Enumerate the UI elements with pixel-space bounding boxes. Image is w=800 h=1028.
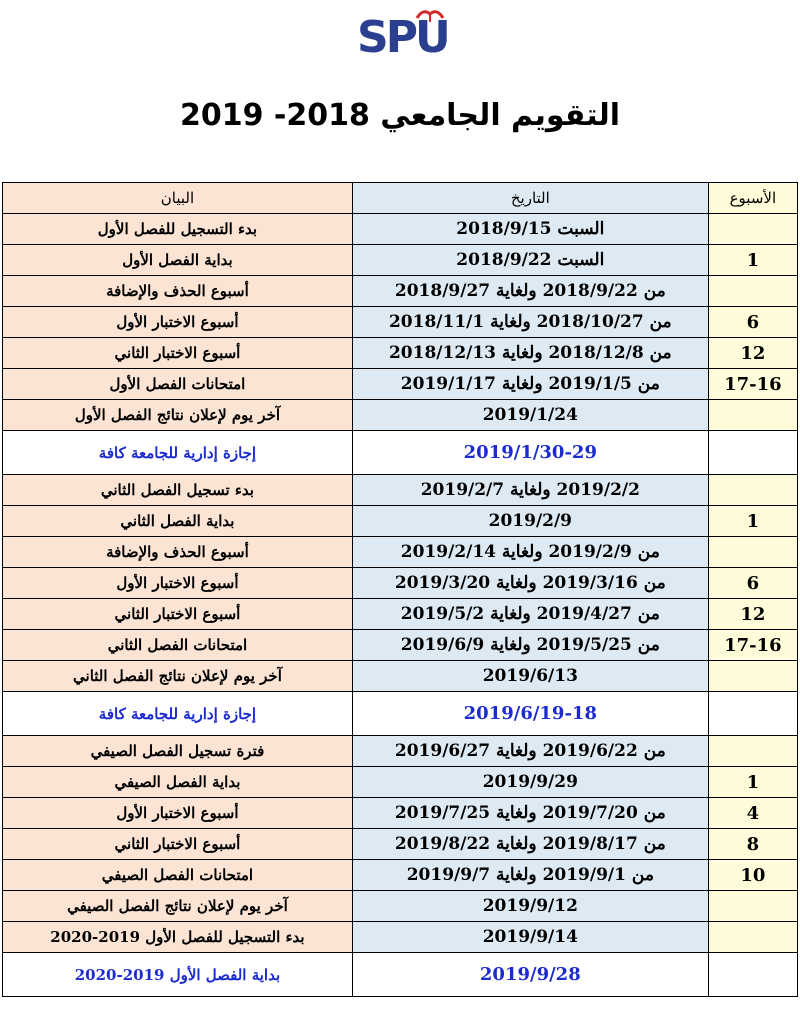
table-row <box>3 338 798 369</box>
cell-date: 2019/6/13 <box>352 661 708 692</box>
cell-week <box>708 276 797 307</box>
cell-date: 2019/2/9 <box>352 506 708 537</box>
university-logo <box>355 4 455 64</box>
table-row <box>3 506 798 537</box>
cell-statement: بداية الفصل الأول 2019-2020 <box>3 953 353 997</box>
cell-date: من 2019/6/22 ولغاية 2019/6/27 <box>352 736 708 767</box>
cell-week: 1 <box>708 506 797 537</box>
cell-date: من 2019/5/25 ولغاية 2019/6/9 <box>352 630 708 661</box>
cell-week <box>708 400 797 431</box>
table-row <box>3 599 798 630</box>
cell-statement: أسبوع الاختبار الثاني <box>3 829 353 860</box>
cell-date: من 2019/1/5 ولغاية 2019/1/17 <box>352 369 708 400</box>
cell-date: 2019/9/29 <box>352 767 708 798</box>
cell-week: 6 <box>708 568 797 599</box>
cell-statement: بدء تسجيل الفصل الثاني <box>3 475 353 506</box>
table-row <box>3 736 798 767</box>
cell-statement: بدء التسجيل للفصل الأول <box>3 214 353 245</box>
cell-week: 1 <box>708 767 797 798</box>
logo-text: SPU <box>357 12 448 63</box>
table-row <box>3 369 798 400</box>
cell-week <box>708 431 797 475</box>
cell-date: من 2019/3/16 ولغاية 2019/3/20 <box>352 568 708 599</box>
cell-week <box>708 661 797 692</box>
cell-statement: بداية الفصل الثاني <box>3 506 353 537</box>
table-row <box>3 475 798 506</box>
table-row <box>3 798 798 829</box>
cell-week <box>708 214 797 245</box>
cell-statement: إجازة إدارية للجامعة كافة <box>3 692 353 736</box>
cell-week: 1 <box>708 245 797 276</box>
cell-date: 2019/6/19-18 <box>352 692 708 736</box>
table-row <box>3 922 798 953</box>
cell-week: 17-16 <box>708 630 797 661</box>
cell-statement: أسبوع الاختبار الثاني <box>3 338 353 369</box>
cell-date: السبت 2018/9/15 <box>352 214 708 245</box>
cell-date: من 2018/9/22 ولغاية 2018/9/27 <box>352 276 708 307</box>
table-row <box>3 276 798 307</box>
cell-week <box>708 922 797 953</box>
cell-week: 17-16 <box>708 369 797 400</box>
cell-week <box>708 692 797 736</box>
table-row <box>3 860 798 891</box>
header-statement: البيان <box>3 183 353 214</box>
page-title: التقويم الجامعي 2018- 2019 <box>179 98 621 133</box>
table-row <box>3 214 798 245</box>
cell-statement: آخر يوم لإعلان نتائج الفصل الصيفي <box>3 891 353 922</box>
table-row <box>3 568 798 599</box>
cell-date: السبت 2018/9/22 <box>352 245 708 276</box>
table-header-row <box>3 183 798 214</box>
cell-statement: فترة تسجيل الفصل الصيفي <box>3 736 353 767</box>
cell-statement: أسبوع الاختبار الأول <box>3 568 353 599</box>
cell-statement: بداية الفصل الأول <box>3 245 353 276</box>
cell-date: 2019/9/14 <box>352 922 708 953</box>
table-row <box>3 400 798 431</box>
cell-statement: آخر يوم لإعلان نتائج الفصل الأول <box>3 400 353 431</box>
header-week: الأسبوع <box>708 183 797 214</box>
table-row <box>3 245 798 276</box>
table-row <box>3 307 798 338</box>
cell-statement: آخر يوم لإعلان نتائج الفصل الثاني <box>3 661 353 692</box>
cell-week <box>708 475 797 506</box>
table-row <box>3 630 798 661</box>
table-row <box>3 661 798 692</box>
cell-week: 12 <box>708 338 797 369</box>
cell-statement: بدء التسجيل للفصل الأول 2019-2020 <box>3 922 353 953</box>
cell-date: 2019/2/2 ولغاية 2019/2/7 <box>352 475 708 506</box>
cell-week <box>708 736 797 767</box>
cell-week: 12 <box>708 599 797 630</box>
cell-statement: أسبوع الحذف والإضافة <box>3 276 353 307</box>
cell-statement: بداية الفصل الصيفي <box>3 767 353 798</box>
table-row <box>3 829 798 860</box>
cell-statement: امتحانات الفصل الثاني <box>3 630 353 661</box>
table-row <box>3 537 798 568</box>
cell-date: 2019/9/12 <box>352 891 708 922</box>
cell-week: 4 <box>708 798 797 829</box>
cell-date: من 2019/4/27 ولغاية 2019/5/2 <box>352 599 708 630</box>
cell-date: من 2018/10/27 ولغاية 2018/11/1 <box>352 307 708 338</box>
cell-date: 2019/1/24 <box>352 400 708 431</box>
cell-week: 6 <box>708 307 797 338</box>
cell-week: 10 <box>708 860 797 891</box>
cell-week <box>708 537 797 568</box>
header-date: التاريخ <box>352 183 708 214</box>
cell-statement: إجازة إدارية للجامعة كافة <box>3 431 353 475</box>
table-row <box>3 953 798 997</box>
table-row <box>3 891 798 922</box>
table-row <box>3 431 798 475</box>
calendar-table <box>2 182 798 997</box>
cell-statement: أسبوع الحذف والإضافة <box>3 537 353 568</box>
cell-date: من 2019/2/9 ولغاية 2019/2/14 <box>352 537 708 568</box>
cell-date: من 2019/7/20 ولغاية 2019/7/25 <box>352 798 708 829</box>
cell-statement: أسبوع الاختبار الأول <box>3 307 353 338</box>
cell-date: 2019/9/28 <box>352 953 708 997</box>
cell-week <box>708 891 797 922</box>
cell-statement: أسبوع الاختبار الأول <box>3 798 353 829</box>
cell-week: 8 <box>708 829 797 860</box>
cell-week <box>708 953 797 997</box>
cell-statement: امتحانات الفصل الصيفي <box>3 860 353 891</box>
cell-statement: امتحانات الفصل الأول <box>3 369 353 400</box>
cell-date: 2019/1/30-29 <box>352 431 708 475</box>
table-row <box>3 692 798 736</box>
cell-date: من 2019/9/1 ولغاية 2019/9/7 <box>352 860 708 891</box>
cell-date: من 2018/12/8 ولغاية 2018/12/13 <box>352 338 708 369</box>
table-row <box>3 767 798 798</box>
cell-date: من 2019/8/17 ولغاية 2019/8/22 <box>352 829 708 860</box>
cell-statement: أسبوع الاختبار الثاني <box>3 599 353 630</box>
